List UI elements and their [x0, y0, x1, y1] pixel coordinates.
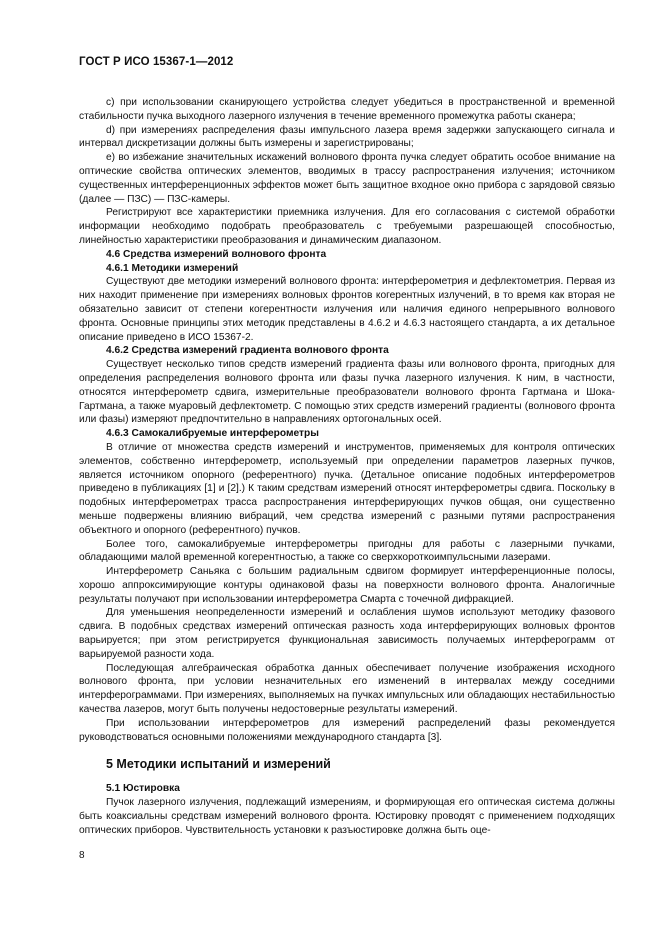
paragraph: d) при измерениях распределения фазы импульсного лазера время задержки запускающего сигнала и интервал дискретизации должны быть измерены и зарегистрированы;: [79, 124, 615, 150]
paragraph: В отличие от множества средств измерений и инструментов, применяемых для контроля оптических элементов, собственно интерферометр, используемый при определении параметров лазерных пучков, является источником опорного (референтного) пучка. (Детальное описание подобных интерферометров приведено в публикациях [1] и [2].) К таким средствам измерений относят интерферометры сдвига. Поскольку в подобных интерферометрах трасса распространения интерферирующих пучков общая, они существенно меньше подвержены влиянию вибраций, чем средства измерений с разными путями распространения объектного и опорного (референтного) пучков.: [79, 441, 615, 536]
paragraph: Интерферометр Саньяка с большим радиальным сдвигом формирует интерференционные полосы, хорошо аппроксимирующие контуры одинаковой фазы на поверхности волнового фронта. Аналогичные результаты получают при использовании интерферометра Смарта с точечной дифракцией.: [79, 566, 615, 605]
paragraph: При использовании интерферометров для измерений распределений фазы рекомендуется руководствоваться основными положениями международного стандарта [3].: [79, 717, 615, 743]
paragraph: e) во избежание значительных искажений волнового фронта пучка следует обратить особое внимание на оптические свойства оптических элементов, вводимых в трассу распространения излучения; источником существенных интерференционных эффектов может быть защитное входное окно прибора с зарядовой связью (далее — ПЗС) — ПЗС-камеры.: [79, 152, 615, 205]
paragraph: Существуют две методики измерений волнового фронта: интерферометрия и дефлектометрия. Первая из них находит применение при измерениях волновых фронтов когерентных излучений, в то время как вторая не обязательно зависит от степени когерентности излучения или наличия единого непрерывного волнового фронта. Основные принципы этих методик представлены в 4.6.2 и 4.6.3 настоящего стандарта, а их детальное описание приведено в ИСО 15367-2.: [79, 276, 615, 343]
paragraph: Регистрируют все характеристики приемника излучения. Для его согласования с системой обработки информации необходимо подобрать преобразователь с требуемыми разрешающей способностью, линейностью характеристики преобразования и динамическим диапазоном.: [79, 207, 615, 246]
paragraph: Для уменьшения неопределенности измерений и ослабления шумов используют методику фазового сдвига. В подобных средствах измерений оптическая разность хода интерферирующих волновых фронтов варьируется; при этом регистрируется функциональная зависимость получаемых интерферограмм от варьируемой разности хода.: [79, 607, 615, 660]
subsection-heading: 4.6.1 Методики измерений: [106, 262, 239, 274]
subsection-heading: 4.6.2 Средства измерений градиента волнового фронта: [106, 345, 389, 357]
subsection-heading: 4.6 Средства измерений волнового фронта: [106, 248, 327, 260]
running-header: ГОСТ Р ИСО 15367-1—2012: [79, 56, 234, 68]
paragraph: Более того, самокалибруемые интерферометры пригодны для работы с лазерными пучками, обладающими малой временной когерентностью, а также со сверхкороткоимпульсными лазерами.: [79, 538, 615, 564]
page-number: 8: [79, 850, 85, 861]
subsection-heading: 5.1 Юстировка: [106, 783, 180, 795]
subsection-heading: 4.6.3 Самокалибруемые интерферометры: [106, 428, 319, 440]
section-heading: 5 Методики испытаний и измерений: [106, 757, 331, 772]
document-body: [79, 96, 615, 838]
paragraph: Последующая алгебраическая обработка данных обеспечивает получение изображения исходного волнового фронта, при условии незначительных его изменений в интервалах между соседними интерферограммами. При измерениях, выполняемых на пучках импульсных или обладающих нестабильностью качества лазеров, могут быть получены недостоверные результаты измерений.: [79, 662, 615, 716]
paragraph: Существует несколько типов средств измерений градиента фазы или волнового фронта, пригодных для определения распределения волнового фронта или фазы пучка лазерного излучения. К ним, в частности, относятся интерферометр сдвига, измерительные преобразователи волнового фронта Гартмана и Шока-Гартмана, а также муаровый дефлектометр. С помощью этих средств измерений градиенты (волнового фронта или фазы) измеряют предпочтительно в направлениях ортогональных осей.: [79, 359, 615, 426]
paragraph: Пучок лазерного излучения, подлежащий измерениям, и формирующая его оптическая система должны быть коаксиальны средствам измерений волнового фронта. Юстировку проводят с применением подходящих оптических приборов. Чувствительность установки к разъюстировке должна быть оце-: [79, 797, 615, 836]
paragraph: c) при использовании сканирующего устройства следует убедиться в пространственной и временной стабильности пучка выходного лазерного излучения в течение временного промежутка работы сканера;: [79, 97, 615, 122]
